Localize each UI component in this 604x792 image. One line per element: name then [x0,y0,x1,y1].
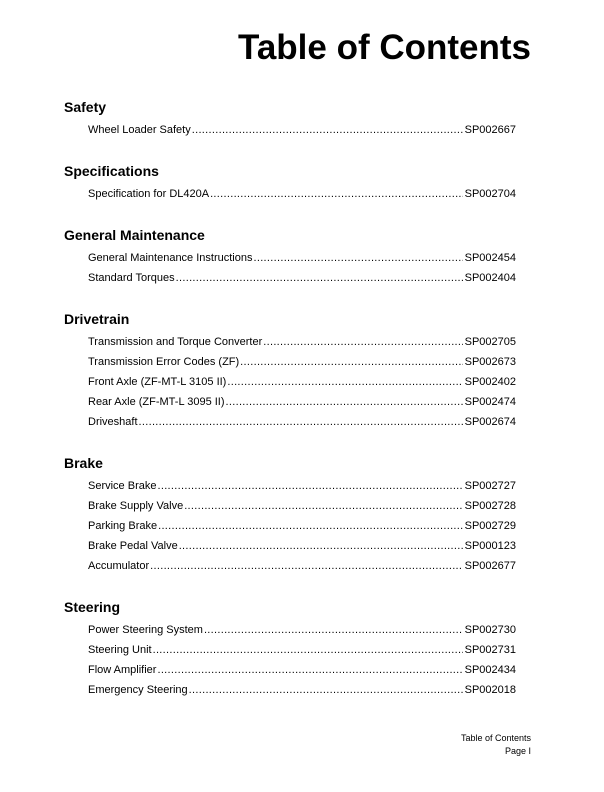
dot-leader [192,120,463,140]
dot-leader [227,372,462,392]
toc-entry[interactable] [88,660,516,680]
toc-entry-title: Brake Supply Valve [88,500,184,512]
toc-section [64,225,516,288]
toc-entry-code: SP002667 [464,124,516,136]
dot-leader [176,268,463,288]
toc-entry-list [64,184,516,204]
dot-leader [263,332,462,352]
toc-entry[interactable] [88,620,516,640]
toc-section [64,97,516,140]
toc-section [64,309,516,432]
page-footer [461,732,531,758]
dot-leader [184,496,462,516]
toc-entry-title: Accumulator [88,560,150,572]
toc-entry-list [64,332,516,432]
toc-entry-title: Power Steering System [88,624,203,636]
toc-entry-list [64,120,516,140]
table-of-contents [64,97,516,700]
toc-entry-code: SP002727 [464,480,516,492]
toc-entry[interactable] [88,392,516,412]
dot-leader [139,412,463,432]
toc-entry[interactable] [88,352,516,372]
toc-entry-list [64,248,516,288]
section-heading: Specifications [64,163,159,179]
toc-entry-code: SP002730 [464,624,516,636]
toc-entry[interactable] [88,680,516,700]
toc-entry[interactable] [88,412,516,432]
toc-entry-title: Transmission Error Codes (ZF) [88,356,240,368]
toc-entry[interactable] [88,476,516,496]
dot-leader [158,516,463,536]
toc-entry[interactable] [88,640,516,660]
toc-entry-title: Flow Amplifier [88,664,157,676]
toc-entry-list [64,620,516,700]
toc-entry-code: SP002674 [464,416,516,428]
toc-entry[interactable] [88,372,516,392]
toc-entry[interactable] [88,556,516,576]
footer-page-number: Page I [504,746,531,756]
toc-entry[interactable] [88,184,516,204]
toc-entry-title: Brake Pedal Valve [88,540,178,552]
toc-entry-code: SP002704 [464,188,516,200]
toc-entry-title: Transmission and Torque Converter [88,336,263,348]
dot-leader [157,660,462,680]
toc-entry-code: SP002677 [464,560,516,572]
toc-entry[interactable] [88,332,516,352]
dot-leader [240,352,462,372]
toc-entry-code: SP000123 [464,540,516,552]
toc-entry-code: SP002729 [464,520,516,532]
toc-entry-code: SP002404 [464,272,516,284]
dot-leader [179,536,463,556]
dot-leader [189,680,463,700]
toc-entry-title: Service Brake [88,480,157,492]
toc-entry-code: SP002402 [464,376,516,388]
dot-leader [153,640,463,660]
dot-leader [210,184,463,204]
toc-entry[interactable] [88,120,516,140]
dot-leader [253,248,462,268]
toc-entry-code: SP002731 [464,644,516,656]
dot-leader [150,556,462,576]
section-heading: Drivetrain [64,311,130,327]
section-heading: General Maintenance [64,227,205,243]
toc-entry-list [64,476,516,576]
toc-entry-code: SP002474 [464,396,516,408]
toc-entry-title: General Maintenance Instructions [88,252,253,264]
toc-entry-title: Wheel Loader Safety [88,124,191,136]
toc-entry-code: SP002434 [464,664,516,676]
toc-entry-code: SP002018 [464,684,516,696]
toc-entry-title: Front Axle (ZF-MT-L 3105 II) [88,376,227,388]
toc-section [64,161,516,204]
section-heading: Steering [64,599,121,615]
toc-section [64,597,516,700]
toc-entry-code: SP002454 [464,252,516,264]
toc-section [64,453,516,576]
toc-entry-title: Specification for DL420A [88,188,210,200]
toc-entry-title: Steering Unit [88,644,152,656]
toc-entry[interactable] [88,516,516,536]
toc-entry-code: SP002705 [464,336,516,348]
toc-entry[interactable] [88,536,516,556]
page-title: Table of Contents [238,28,531,67]
toc-entry[interactable] [88,268,516,288]
toc-entry-title: Driveshaft [88,416,138,428]
section-heading: Brake [64,455,103,471]
toc-entry-title: Rear Axle (ZF-MT-L 3095 II) [88,396,225,408]
toc-entry[interactable] [88,248,516,268]
dot-leader [157,476,462,496]
dot-leader [226,392,463,412]
section-heading: Safety [64,99,107,115]
toc-entry-code: SP002673 [464,356,516,368]
toc-entry-title: Parking Brake [88,520,158,532]
footer-document-title: Table of Contents [460,733,531,743]
toc-entry[interactable] [88,496,516,516]
toc-entry-code: SP002728 [464,500,516,512]
toc-entry-title: Standard Torques [88,272,175,284]
toc-entry-title: Emergency Steering [88,684,188,696]
dot-leader [204,620,463,640]
